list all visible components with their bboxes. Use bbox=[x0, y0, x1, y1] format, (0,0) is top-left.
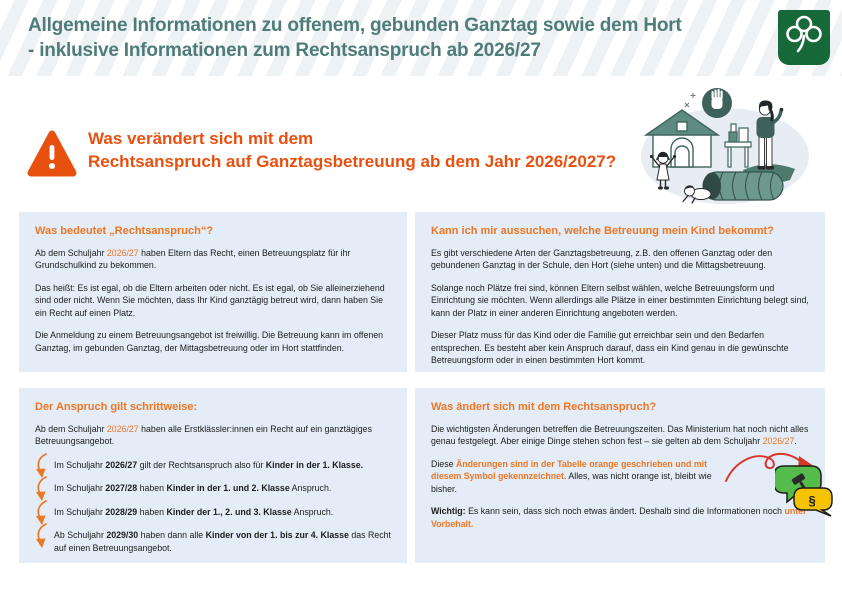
warning-heading-line1: Was verändert sich mit dem bbox=[88, 129, 314, 148]
panel1-paragraph1: Ab dem Schuljahr 2026/27 haben Eltern das Recht, einen Betreuungsplatz für ihr Grundschulkind zu bekommen. bbox=[35, 248, 351, 271]
header-band bbox=[0, 0, 842, 76]
panel2-paragraph3: Dieser Platz muss für das Kind oder die Familie gut erreichbar sein und den Bedarfen entsprechen. Es besteht aber kein Anspruch darauf, dass ein Kind genau in die gewünschte Betreuungsform oder in einen bestimmten Hort kommt. bbox=[431, 330, 789, 366]
step-item-2029-30: Ab Schuljahr 2029/30 haben dann alle Kinder von der 1. bis zur 4. Klasse das Recht auf einen Betreuungsangebot. bbox=[35, 529, 391, 554]
panel1-paragraph2: Das heißt: Es ist egal, ob die Eltern arbeiten oder nicht. Es ist egal, ob Sie alleinerziehend sind oder nicht. Wenn Sie möchten, dass Ihr Kind ganztägig betreut wird, dann haben Sie ein Recht auf einen Platz. bbox=[35, 282, 385, 318]
curved-arrow-icon bbox=[34, 522, 48, 553]
panel-betreuung-aussuchen bbox=[415, 212, 825, 372]
warning-heading-line2: Rechtsanspruch auf Ganztagsbetreuung ab dem Jahr 2026/2027? bbox=[88, 152, 617, 171]
page-title-line2: - inklusive Informationen zum Rechtsanspruch ab 2026/27 bbox=[28, 40, 541, 61]
panel1-paragraph3: Die Anmeldung zu einem Betreuungsangebot ist freiwillig. Die Betreuung kann im offenen Ganztag, im gebunden Ganztag, der Mittagsbetreuung oder im Hort stattfinden. bbox=[35, 330, 384, 353]
year-highlight: 2026/27 bbox=[106, 248, 139, 258]
panel4-paragraph1: Die wichtigsten Änderungen betreffen die Betreuungszeiten. Das Ministerium hat noch nicht alles genau festgelegt. Aber einige Dinge stehen schon fest – sie gelten ab dem Schuljahr 2026/27. bbox=[431, 424, 809, 447]
warning-triangle-icon bbox=[27, 130, 77, 183]
panel-was-aendert-sich bbox=[415, 388, 825, 563]
panel3-intro: Ab dem Schuljahr 2026/27 haben alle Erstklässler:innen ein Recht auf ein ganztägiges Betreuungsangebot. bbox=[35, 424, 372, 447]
panel4-heading: Was ändert sich mit dem Rechtsanspruch? bbox=[431, 401, 657, 413]
orange-highlight: Änderungen sind in der Tabelle orange geschrieben und mit diesem Symbol gekennzeichnet. bbox=[431, 458, 708, 482]
step-item-2028-29: Im Schuljahr 2028/29 haben Kinder der 1., 2. und 3. Klasse Anspruch. bbox=[35, 506, 391, 518]
step-item-2027-28: Im Schuljahr 2027/28 haben Kinder in der 1. und 2. Klasse Anspruch. bbox=[35, 482, 391, 494]
panel2-paragraph1: Es gibt verschiedene Arten der Ganztagsbetreuung, z.B. den offenen Ganztag oder den gebundenen Ganztag in der Schule, den Hort (siehe unten) und die Mittagsbetreuung. bbox=[431, 248, 773, 271]
panel-anspruch-schrittweise bbox=[19, 388, 407, 563]
law-symbol-icon bbox=[775, 463, 837, 522]
panel3-heading: Der Anspruch gilt schrittweise: bbox=[35, 401, 198, 413]
organization-logo bbox=[778, 10, 830, 65]
children-playground-illustration bbox=[633, 84, 811, 213]
year-highlight: 2026/27 bbox=[106, 424, 139, 434]
step-item-2026-27: Im Schuljahr 2026/27 gilt der Rechtsanspruch also für Kinder in der 1. Klasse. bbox=[35, 459, 391, 471]
panel2-paragraph2: Solange noch Plätze frei sind, können Eltern selbst wählen, welche Betreuungsform und Einrichtung sie möchten. Wenn allerdings alle Plätze in einer bestimmten Einrichtung belegt sind, kann der Platz in einer anderen Einrichtung angeboten werden. bbox=[431, 282, 809, 318]
panel4-paragraph2: Diese Änderungen sind in der Tabelle orange geschrieben und mit diesem Symbol gekennzeichnet. Alles, was nicht orange ist, bleibt wie bisher. bbox=[431, 458, 712, 494]
orange-highlight: unter Vorbehalt. bbox=[431, 506, 807, 529]
panel1-heading: Was bedeutet „Rechtsanspruch“? bbox=[35, 225, 214, 237]
page-title-line1: Allgemeine Informationen zu offenem, gebunden Ganztag sowie dem Hort bbox=[28, 15, 682, 36]
panel4-paragraph3: Wichtig: Es kann sein, dass sich noch etwas ändert. Deshalb sind die Informationen noch unter Vorbehalt. bbox=[431, 506, 807, 529]
page-title bbox=[28, 13, 682, 63]
panel-was-bedeutet-rechtsanspruch bbox=[19, 212, 407, 372]
year-highlight: 2026/27 bbox=[762, 436, 795, 447]
shamrock-icon bbox=[784, 14, 824, 61]
paragraph-sign: § bbox=[808, 493, 816, 508]
warning-heading bbox=[88, 127, 616, 173]
panel2-heading: Kann ich mir aussuchen, welche Betreuung mein Kind bekommt? bbox=[431, 225, 774, 237]
